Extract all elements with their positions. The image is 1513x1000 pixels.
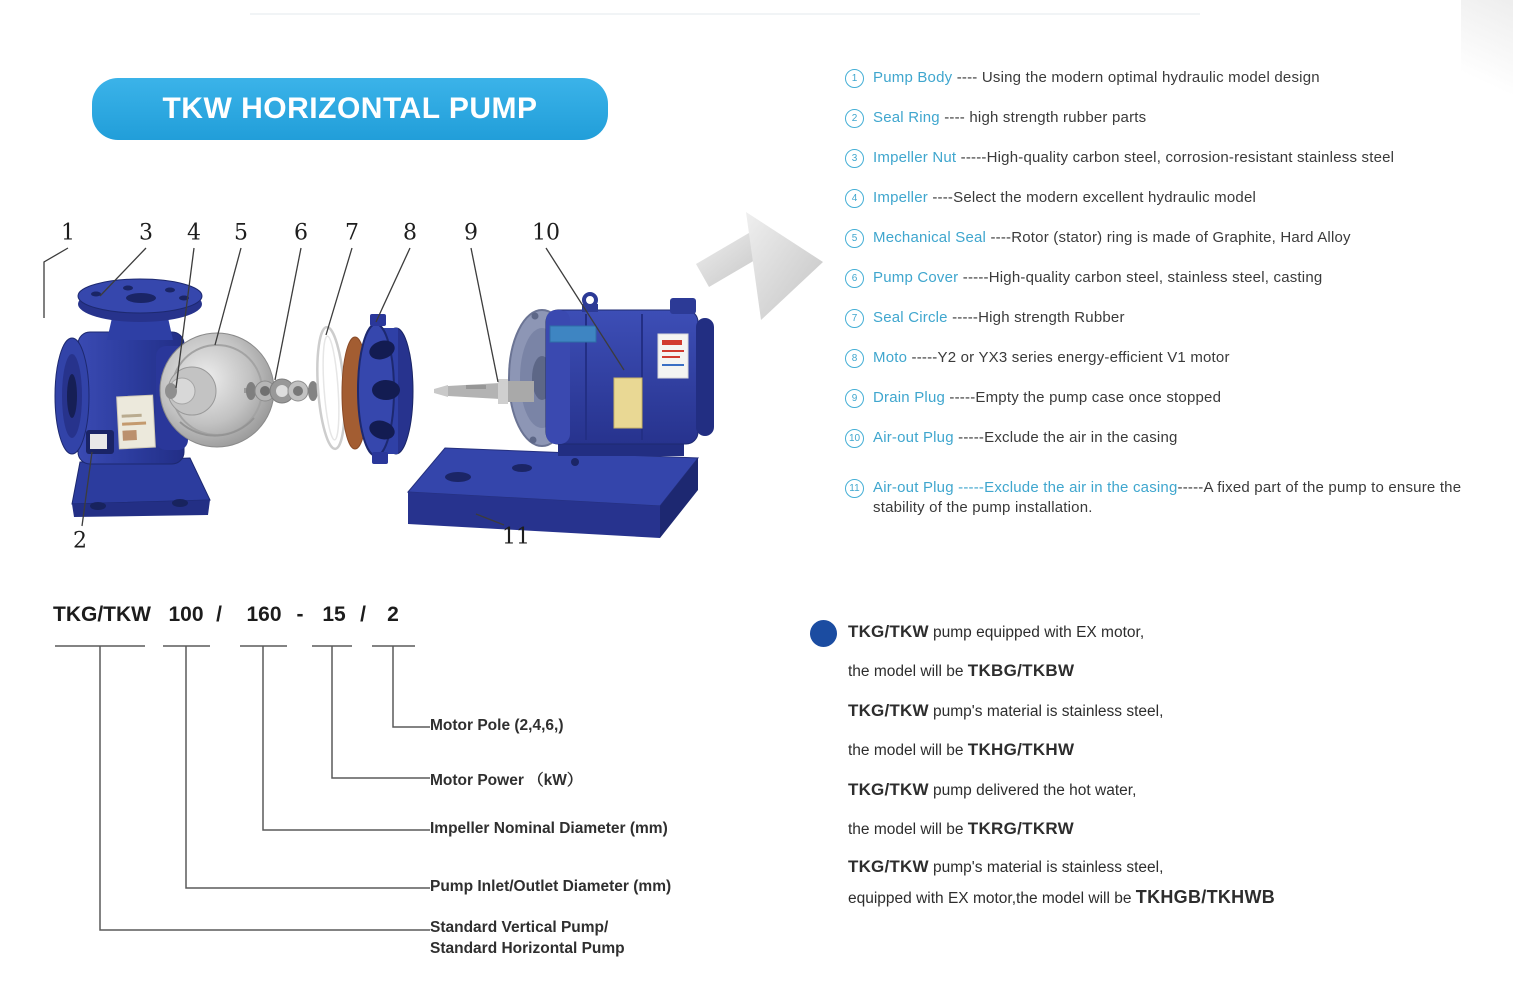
scan-artifact-line bbox=[250, 13, 1200, 15]
model-segment-slash2: / bbox=[360, 603, 366, 626]
part-number-badge: 6 bbox=[845, 269, 864, 288]
part-item-9 bbox=[845, 388, 1483, 428]
motor bbox=[434, 294, 714, 456]
callout-number-2: 2 bbox=[73, 528, 87, 554]
part-item-8 bbox=[845, 348, 1483, 388]
model-name: TKHG/TKHW bbox=[967, 740, 1075, 759]
bullet-icon bbox=[810, 620, 837, 647]
note-text: equipped with EX motor,the model will be bbox=[848, 890, 1136, 907]
part-name: Air-out Plug -----Exclude the air in the casing bbox=[873, 479, 1178, 496]
note-text: pump's material is stainless steel, bbox=[928, 859, 1164, 876]
part-name: Drain Plug bbox=[873, 389, 946, 406]
note-text: pump's material is stainless steel, bbox=[928, 703, 1164, 720]
model-label-impeller: Impeller Nominal Diameter (mm) bbox=[430, 820, 668, 837]
callout-number-10: 10 bbox=[532, 220, 560, 246]
part-number-badge: 4 bbox=[845, 189, 864, 208]
model-label-series-1: Standard Vertical Pump/ bbox=[430, 919, 609, 936]
note-line-6 bbox=[848, 819, 1074, 839]
part-item-11 bbox=[845, 478, 1483, 518]
callout-number-6: 6 bbox=[294, 220, 308, 246]
note-line-5 bbox=[848, 780, 1136, 800]
callout-number-8: 8 bbox=[403, 220, 417, 246]
callout-number-7: 7 bbox=[345, 220, 359, 246]
note-text: pump delivered the hot water, bbox=[928, 782, 1137, 799]
part-name: Seal Circle bbox=[873, 309, 948, 326]
model-code-connector-lines bbox=[40, 640, 740, 970]
callout-number-11: 11 bbox=[502, 524, 530, 550]
part-name: Pump Cover bbox=[873, 269, 959, 286]
model-segment-slash1: / bbox=[216, 603, 222, 626]
part-number-badge: 3 bbox=[845, 149, 864, 168]
page-title: TKW HORIZONTAL PUMP bbox=[162, 92, 538, 125]
title-banner bbox=[92, 78, 608, 140]
model-name: TKRG/TKRW bbox=[967, 819, 1075, 838]
part-desc: -----Exclude the air in the casing bbox=[958, 429, 1178, 446]
part-desc: -----A fixed part of the pump to ensure the stability of the pump installation. bbox=[873, 479, 1462, 516]
part-number-badge: 2 bbox=[845, 109, 864, 128]
part-name: Air-out Plug bbox=[873, 429, 954, 446]
part-name: Pump Body bbox=[873, 69, 953, 86]
callout-number-5: 5 bbox=[234, 220, 248, 246]
part-item-1 bbox=[845, 68, 1483, 108]
callout-number-4: 4 bbox=[187, 220, 201, 246]
model-segment-series: TKG/TKW bbox=[53, 603, 151, 626]
note-line-3 bbox=[848, 701, 1163, 721]
part-number-badge: 9 bbox=[845, 389, 864, 408]
part-name: Impeller bbox=[873, 189, 928, 206]
part-desc: -----Y2 or YX3 series energy-efficient V1 motor bbox=[911, 349, 1230, 366]
note-line-8 bbox=[848, 887, 1275, 908]
part-number-badge: 1 bbox=[845, 69, 864, 88]
model-name: TKG/TKW bbox=[848, 622, 929, 641]
model-label-pole: Motor Pole (2,4,6,) bbox=[430, 717, 564, 734]
model-segment-impeller: 160 bbox=[246, 603, 282, 626]
note-text: the model will be bbox=[848, 663, 968, 680]
model-name: TKG/TKW bbox=[848, 857, 929, 876]
model-segment-inlet: 100 bbox=[168, 603, 204, 626]
part-number-badge: 11 bbox=[845, 479, 864, 498]
part-item-2 bbox=[845, 108, 1483, 148]
part-item-5 bbox=[845, 228, 1483, 268]
model-segment-pole: 2 bbox=[387, 603, 399, 626]
base-plate bbox=[408, 448, 698, 538]
part-desc: -----Empty the pump case once stopped bbox=[949, 389, 1222, 406]
model-segment-power: 15 bbox=[322, 603, 346, 626]
part-item-6 bbox=[845, 268, 1483, 308]
part-desc: ----Select the modern excellent hydraulic model bbox=[932, 189, 1257, 206]
parts-list bbox=[845, 68, 1483, 518]
note-line-4 bbox=[848, 740, 1074, 760]
model-name: TKBG/TKBW bbox=[967, 661, 1075, 680]
part-item-10 bbox=[845, 428, 1483, 468]
part-number-badge: 5 bbox=[845, 229, 864, 248]
part-desc: ---- Using the modern optimal hydraulic model design bbox=[956, 69, 1320, 86]
right-arrow-icon bbox=[696, 212, 823, 320]
model-segment-dash: - bbox=[296, 603, 304, 626]
model-label-power: Motor Power （kW） bbox=[430, 772, 583, 789]
part-number-badge: 8 bbox=[845, 349, 864, 368]
part-name: Impeller Nut bbox=[873, 149, 957, 166]
note-text: the model will be bbox=[848, 821, 968, 838]
part-desc: -----High-quality carbon steel, corrosion-resistant stainless steel bbox=[960, 149, 1395, 166]
part-desc: ----Rotor (stator) ring is made of Graphite, Hard Alloy bbox=[990, 229, 1351, 246]
note-text: pump equipped with EX motor, bbox=[928, 624, 1145, 641]
note-text: the model will be bbox=[848, 742, 968, 759]
part-desc: ---- high strength rubber parts bbox=[944, 109, 1147, 126]
note-line-1 bbox=[848, 622, 1144, 642]
part-desc: -----High-quality carbon steel, stainless steel, casting bbox=[962, 269, 1323, 286]
part-name: Mechanical Seal bbox=[873, 229, 987, 246]
callout-number-1: 1 bbox=[61, 220, 75, 246]
part-item-7 bbox=[845, 308, 1483, 348]
part-item-4 bbox=[845, 188, 1483, 228]
pump-cover bbox=[342, 314, 413, 464]
part-desc: -----High strength Rubber bbox=[952, 309, 1125, 326]
part-item-3 bbox=[845, 148, 1483, 188]
note-line-7 bbox=[848, 857, 1163, 877]
part-number-badge: 10 bbox=[845, 429, 864, 448]
model-label-series-2: Standard Horizontal Pump bbox=[430, 940, 625, 957]
model-name: TKG/TKW bbox=[848, 780, 929, 799]
callout-number-3: 3 bbox=[139, 220, 153, 246]
model-name: TKG/TKW bbox=[848, 701, 929, 720]
model-label-inlet: Pump Inlet/Outlet Diameter (mm) bbox=[430, 878, 672, 895]
model-name: TKHGB/TKHWB bbox=[1135, 887, 1276, 907]
part-number-badge: 7 bbox=[845, 309, 864, 328]
note-line-2 bbox=[848, 661, 1074, 681]
pump-exploded-diagram bbox=[30, 200, 830, 570]
part-name: Moto bbox=[873, 349, 908, 366]
part-name: Seal Ring bbox=[873, 109, 940, 126]
callout-number-9: 9 bbox=[464, 220, 478, 246]
